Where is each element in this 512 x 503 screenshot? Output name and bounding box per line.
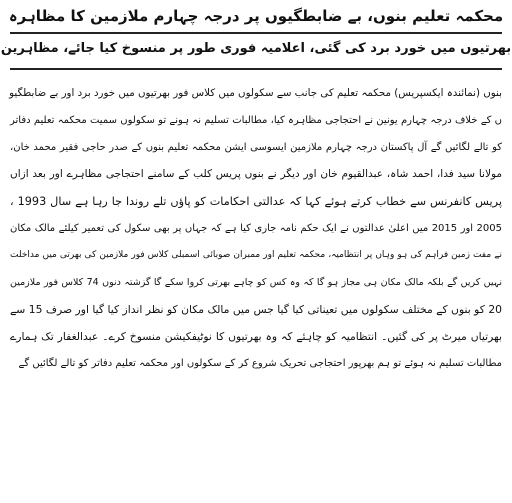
article-line: مولانا سید فدا، احمد شاہ، عبدالقیوم خان اور دیگر نے بنوں پریس کلب کے سامنے احتجاجی مظاہرے اور بعد ازاں <box>10 168 502 180</box>
article-line: 20 کو بنوں کے مختلف سکولوں میں تعیناتی کیا گیا جس میں مالک مکان کو نظر انداز کیا گیا اور صرف 15 سے <box>10 303 502 316</box>
article-line: نے مفت زمین فراہم کی ہو وہاں پر انتظامیہ، محکمہ تعلیم اور ممبران صوبائی اسمبلی کلاس فور ملازمین کی بھرتی میں مداخلت <box>10 250 502 260</box>
article-line: پریس کانفرنس سے خطاب کرتے ہوئے کہا کہ عدالتی احکامات کو پاؤں تلے روندا جا رہا ہے سال 1993 ، <box>10 195 502 208</box>
article-line: نہیں کریں گے بلکہ مالک مکان ہی مجاز ہو گا کہ وہ کس کو چاہے بھرتی کروا سکے گا گزشتہ دنوں 74 کلاس فور ملازمین <box>10 277 502 288</box>
article-line: بنوں (نمائندہ ایکسپریس) محکمہ تعلیم کی جانب سے سکولوں میں کلاس فور بھرتیوں میں خورد برد اور بے ضابطگیو <box>9 87 502 99</box>
article-body <box>0 70 512 377</box>
article-line: بھرتیاں میرٹ پر کی گئیں۔ انتظامیہ کو چاہئے کہ وہ بھرتیوں کا نوٹیفکیشن منسوخ کرے۔ عبدالغفار تک ہمارے <box>10 330 502 343</box>
article-line: کو تالے لگائیں گے آل پاکستان درجہ چہارم ملازمین ایسوسی ایشن محکمہ تعلیم بنوں کے صدر حاجی فقیر محمد خان، <box>10 142 502 153</box>
article-line: 2005 اور 2015 میں اعلیٰ عدالتوں نے ایک حکم نامہ جاری کیا ہے کہ جہاں پر بھی سکول کی تعمیر کیلئے مالک مکان <box>10 223 502 234</box>
headline-subtitle: بھرتیوں میں خورد برد کی گئی، اعلامیہ فوری طور پر منسوخ کیا جائے، مظاہرین <box>0 41 512 56</box>
headline-title: محکمہ تعلیم بنوں، بے ضابطگیوں پر درجہ چہارم ملازمین کا مظاہرہ <box>8 7 504 25</box>
article-line: ں کے خلاف درجہ چہارم یونین نے احتجاجی مظاہرہ کیا، مطالبات تسلیم نہ ہونے تو سکولوں سمیت محکمہ تعلیم دفاتر <box>10 115 502 126</box>
article-line: مطالبات تسلیم نہ ہوئے تو ہم بھرپور احتجاجی تحریک شروع کر کے سکولوں اور محکمہ تعلیم دفاتر کو تالے لگائیں گے <box>18 358 502 369</box>
